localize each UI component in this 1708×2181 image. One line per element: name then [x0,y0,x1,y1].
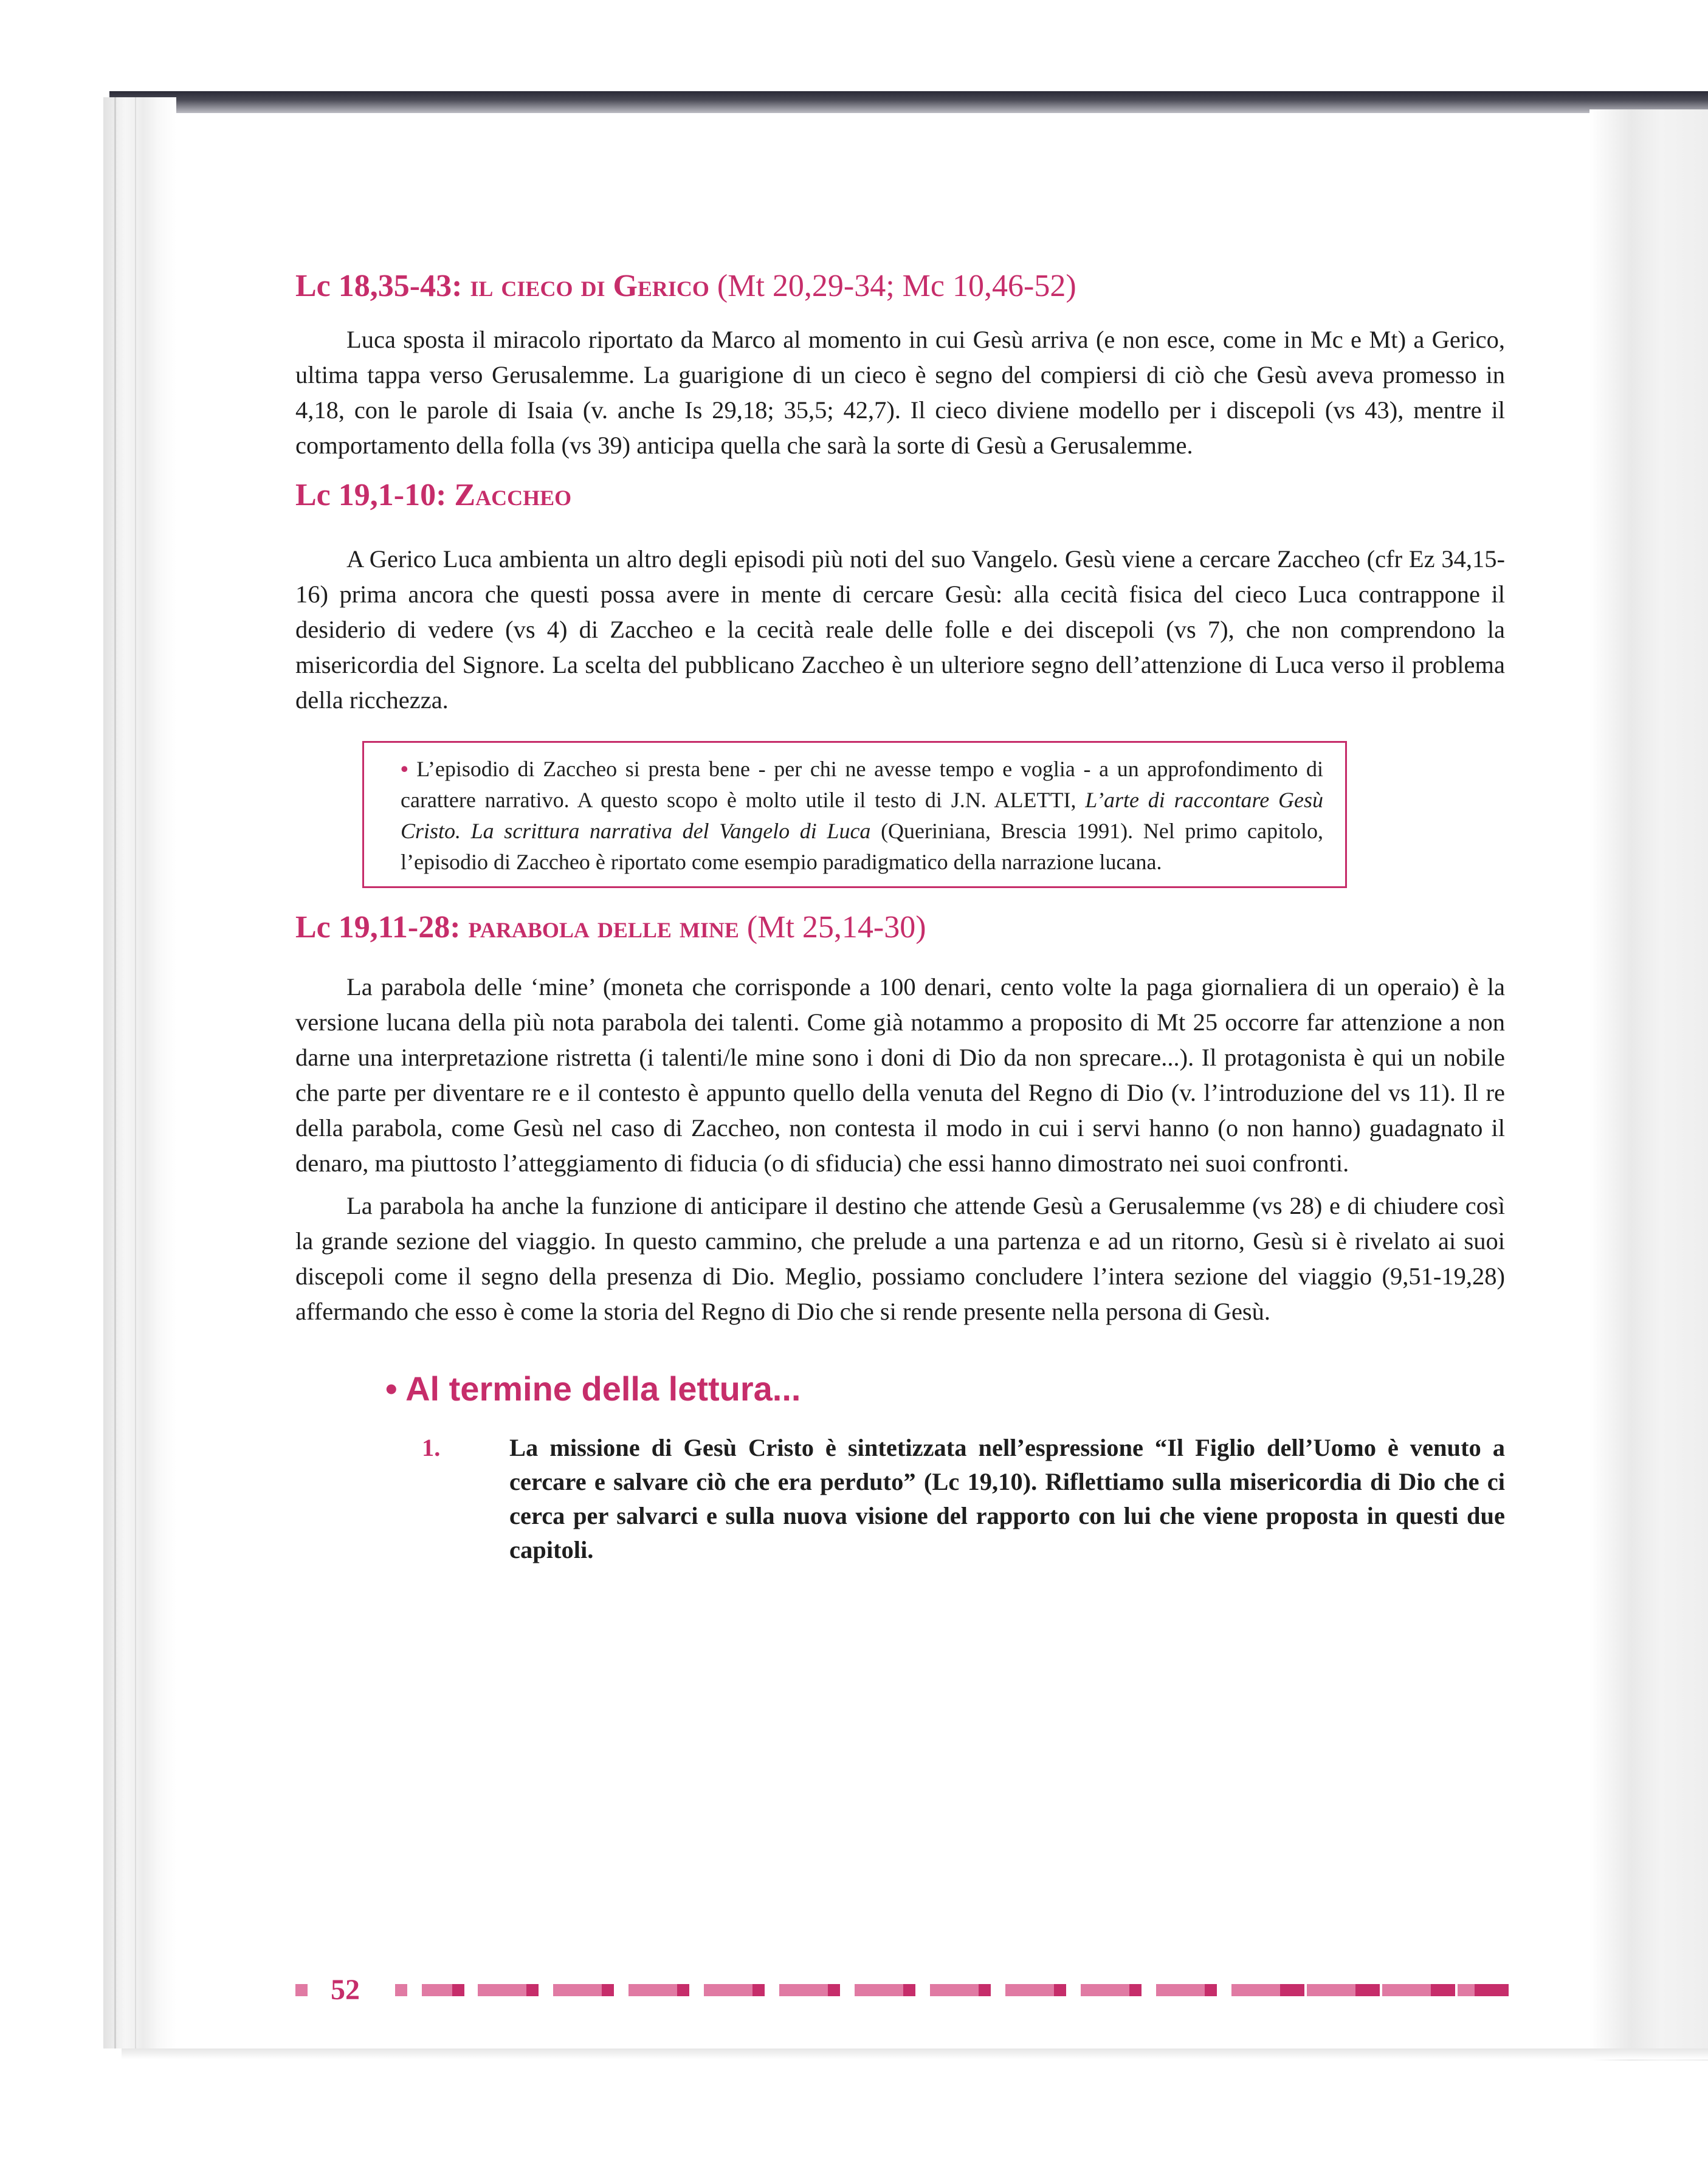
question-item [295,1431,1505,1567]
question-text: La missione di Gesù Cristo è sintetizzata nell’espressione “Il Figlio dell’Uomo è venuto a cercare e salvare ciò che era perduto” (Lc 19,10). Riflettiamo sulla misericordia di Dio che ci cerca per salvarci e sulla nuova visione del rapporto con lui che viene proposta in questi due capitoli. [509,1434,1505,1564]
note-text-end: (Queriniana, Brescia 1991). Nel primo capitolo, l’episodio di Zaccheo è riportato come esempio paradigmatico della narrazione lucana. [401,818,1323,874]
note-text: L’episodio di Zaccheo si presta bene - per chi ne avesse tempo e voglia - a un approfondimento di carattere narrativo. A questo scopo è molto utile il testo di J.N. ALETTI, [401,756,1323,812]
heading-title: il cieco di Gerico [470,269,709,303]
section-heading-zaccheo [295,477,1505,514]
footer-dark-square [1054,1984,1066,1996]
heading-ref: (Mt 20,29-34; Mc 10,46-52) [717,269,1076,303]
question-number: 1. [422,1434,441,1462]
heading-title: parabola delle mine [468,909,739,945]
footer-dark-square [903,1984,915,1996]
footer-strip [295,1974,1509,2006]
section-heading-cieco-gerico [295,267,1505,305]
page-left-edge [103,97,176,2048]
end-reading-heading: • Al termine della lettura... [385,1370,801,1408]
footer-dark-square [526,1984,539,1996]
footer-dark-square [1129,1984,1142,1996]
heading-code: Lc 19,1-10: [295,478,447,513]
footer-square [395,1984,407,1996]
footer-dark-square [1355,1984,1380,1996]
footer-dark-square [1475,1984,1509,1996]
footer-dark-square [452,1984,464,1996]
footer-dark-square [602,1984,614,1996]
note-book-title: L’arte di raccontare Gesù Cristo. La scrittura narrativa del Vangelo di Luca [401,787,1324,843]
paragraph: La parabola delle ‘mine’ (moneta che corrisponde a 100 denari, cento volte la paga giornaliera di un operaio) è la versione lucana della più nota parabola dei talenti. Come già notammo a proposito di Mt 25 occorre far attenzione a non darne una interpretazione ristretta (i talenti/le mine sono i doni di Dio da non sprecare...). Il protagonista è qui un nobile che parte per diventare re e il contesto è appunto quello della venuta del Regno di Dio (v. l’introduzione del vs 11). Il re della parabola, come Gesù nel caso di Zaccheo, non contesta il modo in cui i servi hanno (o non hanno) guadagnato il denaro, ma piuttosto l’atteggiamento di fiducia (o di sfiducia) che essi hanno dimostrato nei suoi confronti. [295,973,1505,1177]
footer-dark-square [828,1984,840,1996]
heading-code: Lc 18,35-43: [295,269,463,303]
footer-dark-square [1431,1984,1455,1996]
paragraph: A Gerico Luca ambienta un altro degli episodi più noti del suo Vangelo. Gesù viene a cercare Zaccheo (cfr Ez 34,15-16) prima ancora che questi possa avere in mente di cercare Gesù: alla cecità fisica del cieco Luca contrappone il desiderio di vedere (vs 4) di Zaccheo e la cecità reale delle folle e dei discepoli (vs 7), che non comprendono la misericordia del Signore. La scelta del pubblicano Zaccheo è un ulteriore segno dell’attenzione di Luca verso il problema della ricchezza. [295,545,1505,714]
heading-title: Zaccheo [454,478,572,513]
paragraph: La parabola ha anche la funzione di anticipare il destino che attende Gesù a Gerusalemme (vs 28) e di chiudere così la grande sezione del viaggio. In questo cammino, che prelude a una partenza e ad un ritorno, Gesù si è rivelato ai suoi discepoli come il segno della presenza di Dio. Meglio, possiamo concludere l’intera sezione del viaggio (9,51-19,28) affermando che esso è come la storia del Regno di Dio che si rende presente nella persona di Gesù. [295,1192,1505,1326]
section-heading-parabola-mine [295,909,1505,946]
paragraph: Luca sposta il miracolo riportato da Marco al momento in cui Gesù arriva (e non esce, come in Mc e Mt) a Gerico, ultima tappa verso Gerusalemme. La guarigione di un cieco è segno del compiersi di ciò che Gesù aveva promesso in 4,18, con le parole di Isaia (v. anche Is 29,18; 35,5; 42,7). Il cieco diviene modello per i discepoli (vs 43), mentre il comportamento della folla (vs 39) anticipa quella che sarà la sorte di Gesù a Gerusalemme. [295,326,1505,460]
footer-square [295,1984,308,1996]
heading-ref: (Mt 25,14-30) [746,909,926,945]
footer-dark-square [1205,1984,1217,1996]
note-box [362,741,1347,888]
heading-code: Lc 19,11-28: [295,909,461,945]
page-number: 52 [331,1974,360,2006]
page-content [295,267,1505,1567]
footer-dark-square [1280,1984,1304,1996]
footer-dark-square [979,1984,991,1996]
page-bottom-edge [122,2048,1708,2059]
page-top-shadow [109,91,1708,113]
note-bullet: • [401,756,408,781]
footer-dark-square [677,1984,689,1996]
footer-dark-square [752,1984,765,1996]
page-right-edge [1589,109,1708,2061]
